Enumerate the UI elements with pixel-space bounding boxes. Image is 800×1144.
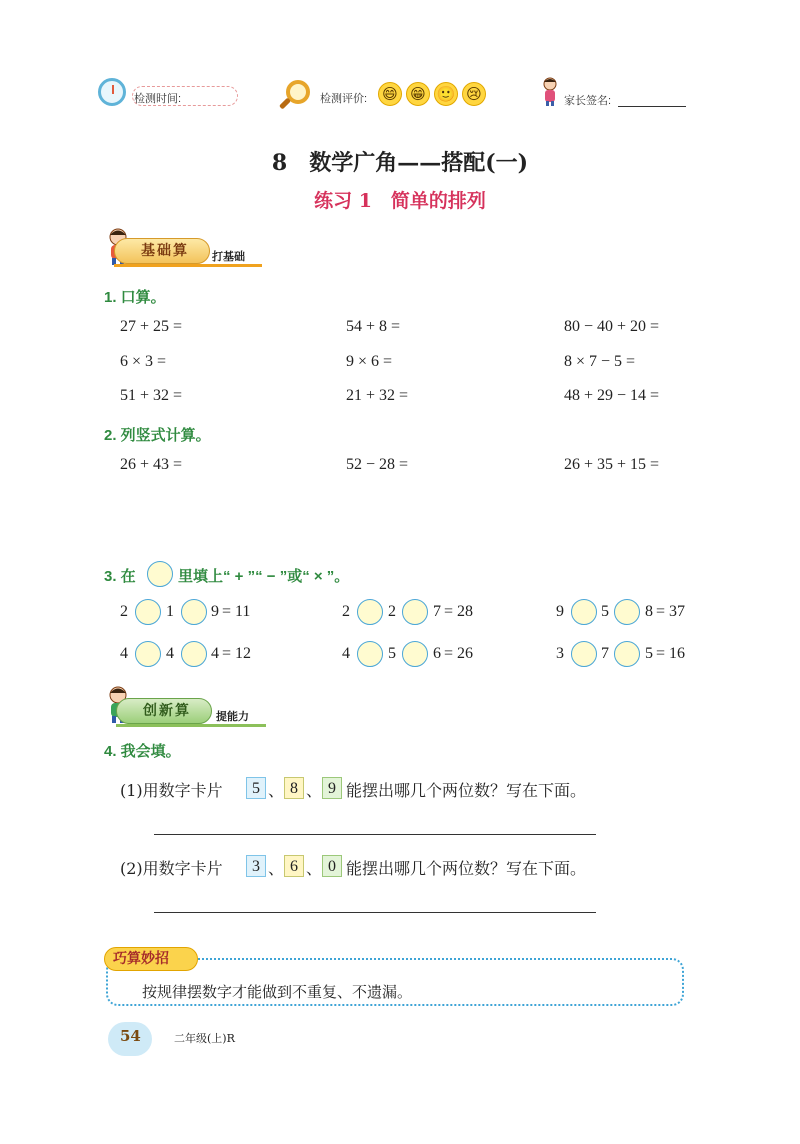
clock-icon [98,78,126,106]
q3-number: 4 [120,645,128,662]
child-icon [540,76,560,106]
q3-operator-circle[interactable] [135,599,161,625]
digit-card: 6 [284,855,304,877]
q3-number: 3 [556,645,564,662]
section-innovate-underline [116,724,266,727]
eval-label: 检测评价: [320,93,368,105]
q3-number: 1 [166,603,174,620]
q2-title: 2. 列竖式计算。 [104,427,211,444]
section-basic-sub: 打基础 [212,250,245,263]
q3-number: 9 [556,603,564,620]
q3-result: = 16 [656,645,686,662]
q1-expr: 27 + 25 = [120,318,183,335]
q4-sub1-suffix: 能摆出哪几个两位数？写在下面。 [346,781,587,800]
q1-expr: 54 + 8 = [346,318,401,335]
q4-sub1-answer-line[interactable] [154,834,596,835]
q3-result: = 12 [222,645,252,662]
digit-card: 8 [284,777,304,799]
sign-line[interactable] [618,106,686,107]
q1-expr: 21 + 32 = [346,387,409,404]
magnifier-handle [279,97,291,109]
q3-operator-circle[interactable] [614,599,640,625]
face-sad-icon[interactable]: 😢 [462,82,486,106]
unit-title: 8 数学广角——搭配(一) [271,150,529,176]
q1-expr: 9 × 6 = [346,353,393,370]
q3-operator-circle[interactable] [614,641,640,667]
q3-number: 7 [433,603,441,620]
q3-number: 4 [166,645,174,662]
q1-expr: 6 × 3 = [120,353,167,370]
digit-card: 9 [322,777,342,799]
section-basic-underline [114,264,262,267]
q3-operator-circle[interactable] [402,599,428,625]
q3-example-circle [147,561,173,587]
q3-number: 4 [211,645,219,662]
tip-badge: 巧算妙招 [104,947,198,971]
q3-operator-circle[interactable] [181,599,207,625]
q1-expr: 80 − 40 + 20 = [564,318,660,335]
q2-expr: 52 − 28 = [346,456,409,473]
card-separator: 、 [268,859,285,878]
digit-card: 5 [246,777,266,799]
page-number: 54 [120,1027,141,1045]
q4-sub2-suffix: 能摆出哪几个两位数？写在下面。 [346,859,587,878]
q3-number: 7 [601,645,609,662]
q3-result: = 28 [444,603,474,620]
time-label: 检测时间: [134,93,182,105]
q4-sub2-prefix: (2)用数字卡片 [120,859,223,878]
section-basic-badge: 基础算 [114,238,210,264]
q3-operator-circle[interactable] [402,641,428,667]
digit-card: 0 [322,855,342,877]
face-grin-icon[interactable]: 😁 [406,82,430,106]
q3-operator-circle[interactable] [571,641,597,667]
q3-number: 5 [601,603,609,620]
lesson-title: 练习 1 简单的排列 [314,190,486,212]
q3-result: = 37 [656,603,686,620]
q3-result: = 26 [444,645,474,662]
section-innovate-badge: 创新算 [116,698,212,724]
q3-number: 2 [342,603,350,620]
q3-number: 9 [211,603,219,620]
q4-title: 4. 我会填。 [104,743,181,760]
q3-operator-circle[interactable] [571,599,597,625]
q3-number: 5 [388,645,396,662]
q3-number: 6 [433,645,441,662]
q3-number: 8 [645,603,653,620]
card-separator: 、 [268,781,285,800]
card-separator: 、 [306,859,323,878]
sign-label: 家长签名: [564,95,612,107]
q4-sub2-answer-line[interactable] [154,912,596,913]
q3-number: 4 [342,645,350,662]
face-neutral-icon[interactable]: 🙂 [434,82,458,106]
q3-number: 2 [388,603,396,620]
q3-operator-circle[interactable] [357,599,383,625]
tip-text: 按规律摆数字才能做到不重复、不遗漏。 [142,983,413,1001]
q2-expr: 26 + 35 + 15 = [564,456,660,473]
q3-operator-circle[interactable] [181,641,207,667]
q3-number: 2 [120,603,128,620]
q1-expr: 51 + 32 = [120,387,183,404]
q1-expr: 8 × 7 − 5 = [564,353,636,370]
q3-number: 5 [645,645,653,662]
grade-label: 二年级(上)R [174,1032,235,1045]
section-innovate-sub: 提能力 [216,710,249,723]
q3-operator-circle[interactable] [135,641,161,667]
q1-expr: 48 + 29 − 14 = [564,387,660,404]
q3-operator-circle[interactable] [357,641,383,667]
digit-card: 3 [246,855,266,877]
q2-expr: 26 + 43 = [120,456,183,473]
face-happy-icon[interactable]: 😄 [378,82,402,106]
card-separator: 、 [306,781,323,800]
q3-title-suffix: 里填上“ + ”“ − ”或“ × ”。 [178,568,350,585]
q1-title: 1. 口算。 [104,289,166,306]
q3-result: = 11 [222,603,251,620]
q4-sub1-prefix: (1)用数字卡片 [120,781,223,800]
q3-title-prefix: 3. 在 [104,568,136,585]
